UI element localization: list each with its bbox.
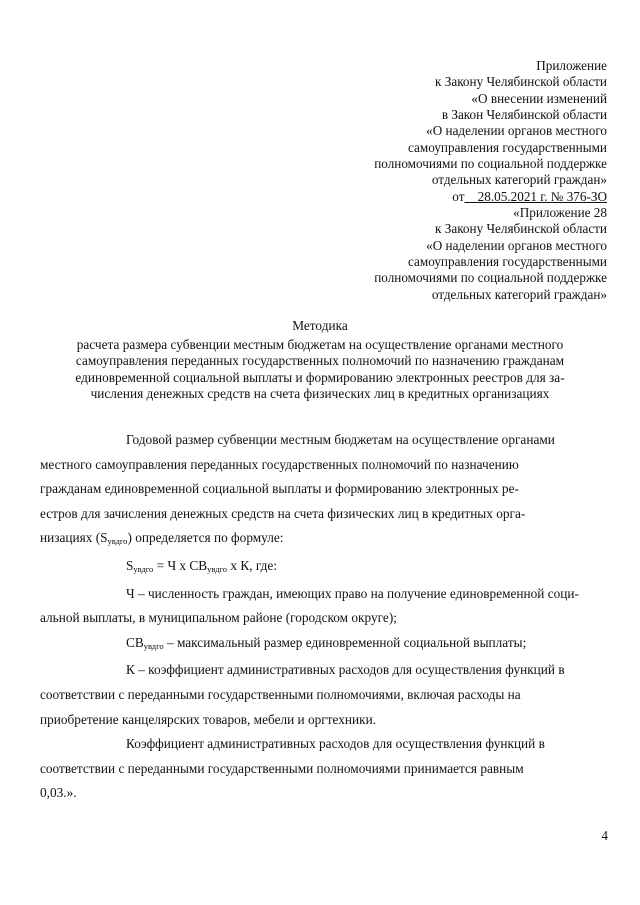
page-number: 4 (601, 828, 608, 843)
header-line: к Закону Челябинской области (435, 221, 607, 237)
title-line: единовременной социальной выплаты и формированию электронных реестров для за- (75, 369, 565, 385)
text-line: Годовой размер субвенции местным бюджетам на осуществление органами (126, 432, 555, 447)
header-line: к Закону Челябинской области (435, 74, 607, 90)
title-line: расчета размера субвенции местным бюджетам на осуществление органами местного (76, 336, 564, 352)
definition-sv: $СВ_{увдго}$ – максимальный размер единовременной социальной выплаты; (126, 634, 527, 651)
appendix-header (277, 58, 607, 303)
title-line: самоуправления переданных государственных полномочий по назначению гражданам (75, 353, 565, 368)
text-line: местного самоуправления переданных государственных полномочий по назначению (40, 456, 519, 472)
header-line: полномочиями по социальной поддержке (374, 270, 607, 286)
header-line: в Закон Челябинской области (441, 107, 607, 123)
law-date-number: 28.05.2021 г. № 376-ЗО (477, 188, 607, 204)
document-title (40, 318, 600, 403)
formula: $S_{увдго} = Ч$ х $СВ_{увдго}$ х К, где: (126, 557, 278, 574)
header-line: «Приложение 28 (513, 205, 607, 221)
header-line: самоуправления государственными (408, 254, 607, 270)
header-line: Приложение (536, 58, 607, 73)
header-line: «О наделении органов местного (426, 123, 607, 139)
header-line: отдельных категорий граждан» (431, 172, 607, 188)
text-line: естров для зачисления денежных средств на счета физических лиц в кредитных орга- (40, 505, 526, 521)
date-prefix: от (452, 188, 465, 204)
text-line: гражданам единовременной социальной выплаты и формированию электронных ре- (40, 481, 519, 497)
header-line: «О внесении изменений (471, 90, 607, 106)
law-date-line (277, 189, 607, 205)
definition-ch: Ч – численность граждан, имеющих право на получение единовременной соци- альной выплаты, в муниципальном районе (городском округе); (40, 585, 579, 626)
header-line: отдельных категорий граждан» (431, 286, 607, 302)
coefficient-paragraph: Коэффициент административных расходов для осуществления функций в соответствии с переданными государственными полномочиями принимается равным 0,03.». (40, 736, 545, 801)
header-line: полномочиями по социальной поддержке (374, 156, 607, 172)
document-body (40, 428, 608, 806)
title-line: числения денежных средств на счета физических лиц в кредитных организациях (90, 386, 550, 401)
text-line: низациях $(S_{увдго})$ определяется по формуле: (40, 530, 284, 547)
title-word: Методика (292, 318, 348, 333)
paragraph-intro (40, 428, 608, 554)
header-line: «О наделении органов местного (426, 237, 607, 253)
header-line: самоуправления государственными (408, 139, 607, 155)
definition-k: К – коэффициент административных расходов для осуществления функций в соответствии с переданными государственными полномочиями, включая расходы на приобретение канцелярских товаров, мебели и оргтехники. (40, 662, 565, 727)
